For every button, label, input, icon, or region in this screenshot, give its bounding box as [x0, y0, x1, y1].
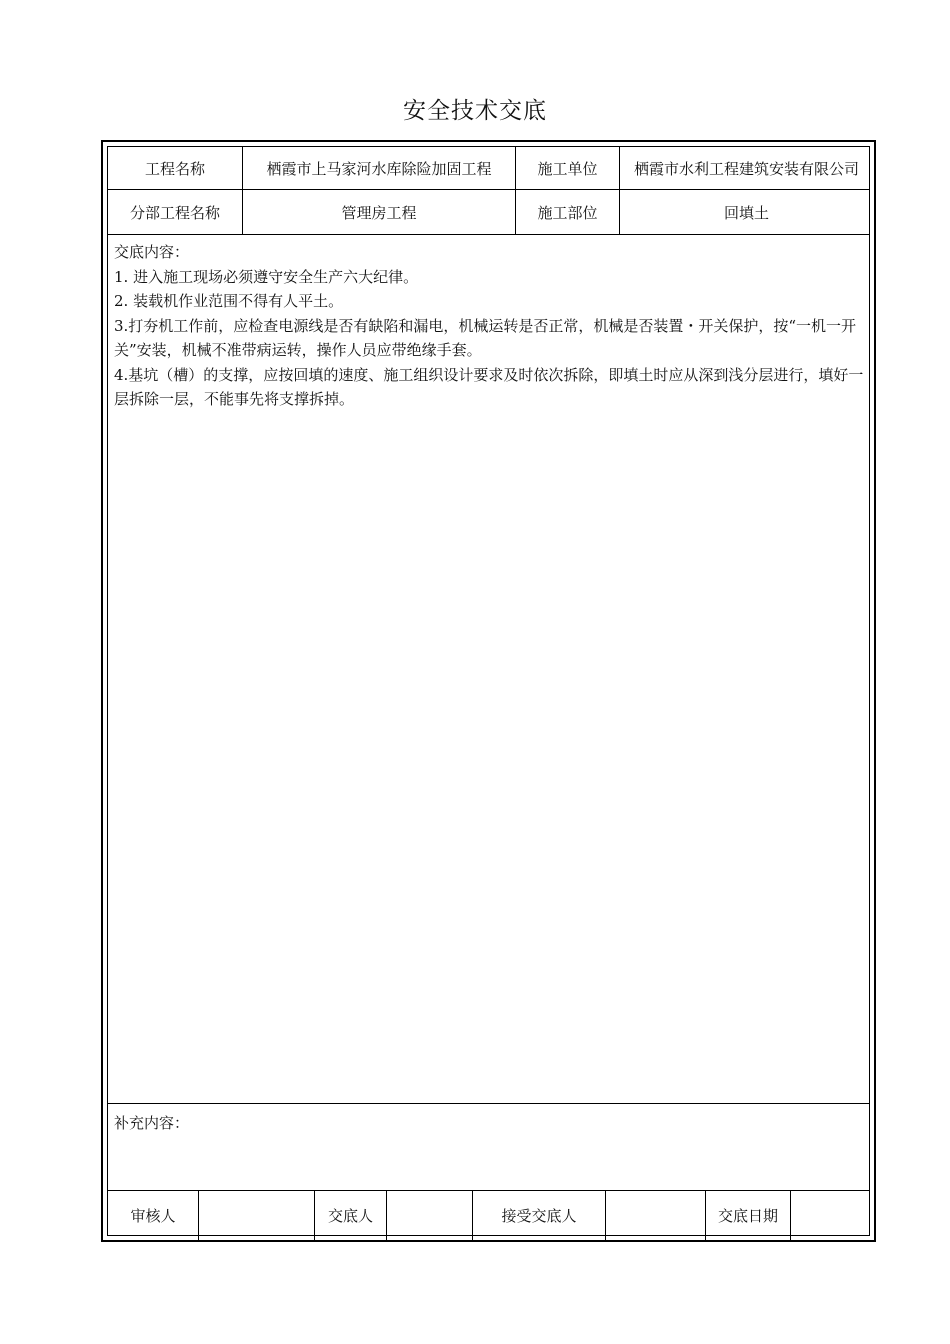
discloser-field[interactable] [387, 1191, 472, 1240]
sub-project-label: 分部工程名称 [129, 203, 220, 222]
column-divider [242, 147, 243, 234]
column-divider [314, 1191, 315, 1240]
column-divider [198, 1191, 199, 1240]
sub-project-value: 管理房工程 [341, 203, 417, 222]
form-inner-border [107, 146, 870, 1236]
date-label: 交底日期 [717, 1207, 778, 1225]
reviewer-field[interactable] [199, 1191, 314, 1240]
column-divider [790, 1191, 791, 1240]
contractor-label: 施工单位 [537, 159, 598, 178]
supplement-heading: 补充内容： [114, 1114, 190, 1132]
row-divider [108, 1103, 869, 1104]
discloser-label: 交底人 [327, 1207, 373, 1225]
column-divider [619, 147, 620, 234]
column-divider [705, 1191, 706, 1240]
column-divider [472, 1191, 473, 1240]
receiver-field[interactable] [606, 1191, 705, 1240]
content-item: 3.打夯机工作前，应检查电源线是否有缺陷和漏电，机械运转是否正常，机械是否装置・开关保护，按“一机一开关”安装，机械不准带病运转，操作人员应带绝缘手套。 [114, 316, 856, 359]
column-divider [515, 147, 516, 234]
work-part-value: 回填土 [723, 203, 769, 222]
content-heading: 交底内容： [114, 243, 190, 261]
content-item: 1. 进入施工现场必须遵守安全生产六大纪律。 [114, 267, 419, 286]
project-name-value: 栖霞市上马家河水库除险加固工程 [266, 159, 492, 178]
contractor-value: 栖霞市水利工程建筑安装有限公司 [633, 159, 859, 178]
work-part-label: 施工部位 [537, 203, 598, 222]
reviewer-label: 审核人 [130, 1207, 176, 1225]
content-item: 2. 装载机作业范围不得有人平土。 [114, 292, 344, 310]
date-field[interactable] [791, 1191, 873, 1240]
document-title: 安全技术交底 [403, 98, 547, 124]
content-item: 4.基坑（槽）的支撑，应按回填的速度、施工组织设计要求及时依次拆除，即填土时应从深到浅分层进行，填好一层拆除一层，不能事先将支撑拆掉。 [114, 365, 864, 408]
disclosure-form [101, 140, 876, 1242]
project-name-label: 工程名称 [144, 159, 205, 178]
row-divider [108, 234, 869, 235]
disclosure-content [114, 240, 865, 412]
column-divider [605, 1191, 606, 1240]
receiver-label: 接受交底人 [501, 1207, 577, 1225]
column-divider [386, 1191, 387, 1240]
